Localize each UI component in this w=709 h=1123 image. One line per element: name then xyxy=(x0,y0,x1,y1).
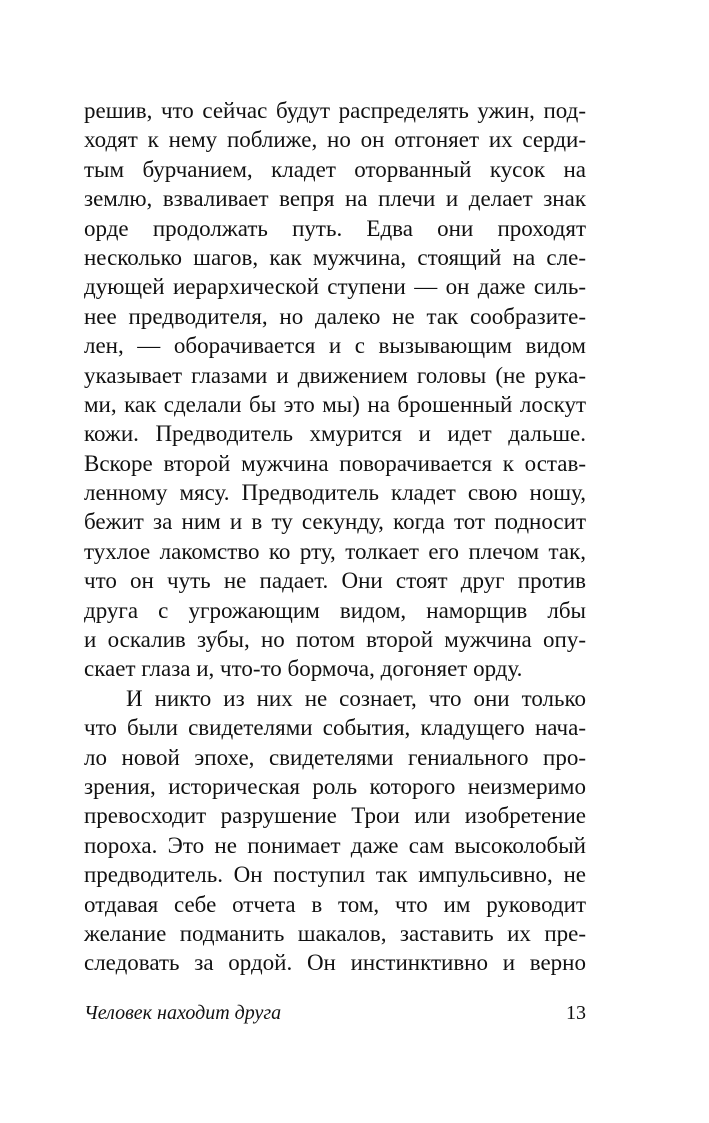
text-line: скает глаза и, что-то бормоча, догоняет орду. xyxy=(84,656,523,682)
text-line: ходят к нему поближе, но он отгоняет их серди- xyxy=(84,127,586,153)
text-line: тухлое лакомство ко рту, толкает его плечом так, xyxy=(84,538,586,564)
page-footer xyxy=(84,1002,586,1034)
text-line: землю, взваливает вепря на плечи и делает знак xyxy=(84,186,586,212)
paragraph-2 xyxy=(84,684,586,978)
text-line: указывает глазами и движением головы (не рука- xyxy=(84,362,586,388)
text-line: И никто из них не сознает, что они только xyxy=(126,685,586,711)
text-line: пороха. Это не понимает даже сам высоколобый xyxy=(84,832,586,858)
text-line: ло новой эпохе, свидетелями гениального про- xyxy=(84,744,586,770)
text-line: что он чуть не падает. Они стоят друг против xyxy=(84,568,586,594)
text-line: орде продолжать путь. Едва они проходят xyxy=(84,215,586,241)
text-line: ми, как сделали бы это мы) на брошенный лоскут xyxy=(84,391,586,417)
text-line: зрения, историческая роль которого неизмеримо xyxy=(84,773,586,799)
text-line: бежит за ним и в ту секунду, когда тот подносит xyxy=(84,509,586,535)
paragraph-1 xyxy=(84,96,586,684)
text-line: решив, что сейчас будут распределять ужин, под- xyxy=(84,98,586,123)
text-line: друга с угрожающим видом, наморщив лбы xyxy=(84,597,586,623)
text-line: отдавая себе отчета в том, что им руководит xyxy=(84,891,586,917)
text-line: тым бурчанием, кладет оторванный кусок на xyxy=(84,156,586,182)
text-line: предводитель. Он поступил так импульсивно, не xyxy=(84,862,586,888)
text-line: Вскоре второй мужчина поворачивается к остав- xyxy=(84,450,586,476)
page-number: 13 xyxy=(566,1002,586,1024)
text-line: и оскалив зубы, но потом второй мужчина опу- xyxy=(84,627,586,653)
text-line: несколько шагов, как мужчина, стоящий на сле- xyxy=(84,244,586,270)
text-line: дующей иерархической ступени — он даже силь- xyxy=(84,274,586,300)
running-title: Человек находит друга xyxy=(84,1002,282,1024)
text-line: что были свидетелями события, кладущего нача- xyxy=(84,715,586,741)
text-line: лен, — оборачивается и с вызывающим видом xyxy=(84,333,586,359)
text-line: желание подманить шакалов, заставить их пре- xyxy=(84,920,586,946)
body-text xyxy=(84,96,586,978)
text-line: следовать за ордой. Он инстинктивно и верно xyxy=(84,950,586,976)
text-line: превосходит разрушение Трои или изобретение xyxy=(84,803,586,829)
text-line: ленному мясу. Предводитель кладет свою ношу, xyxy=(84,480,586,506)
text-line: кожи. Предводитель хмурится и идет дальше. xyxy=(84,421,586,447)
text-line: нее предводителя, но далеко не так сообразите- xyxy=(84,303,586,329)
